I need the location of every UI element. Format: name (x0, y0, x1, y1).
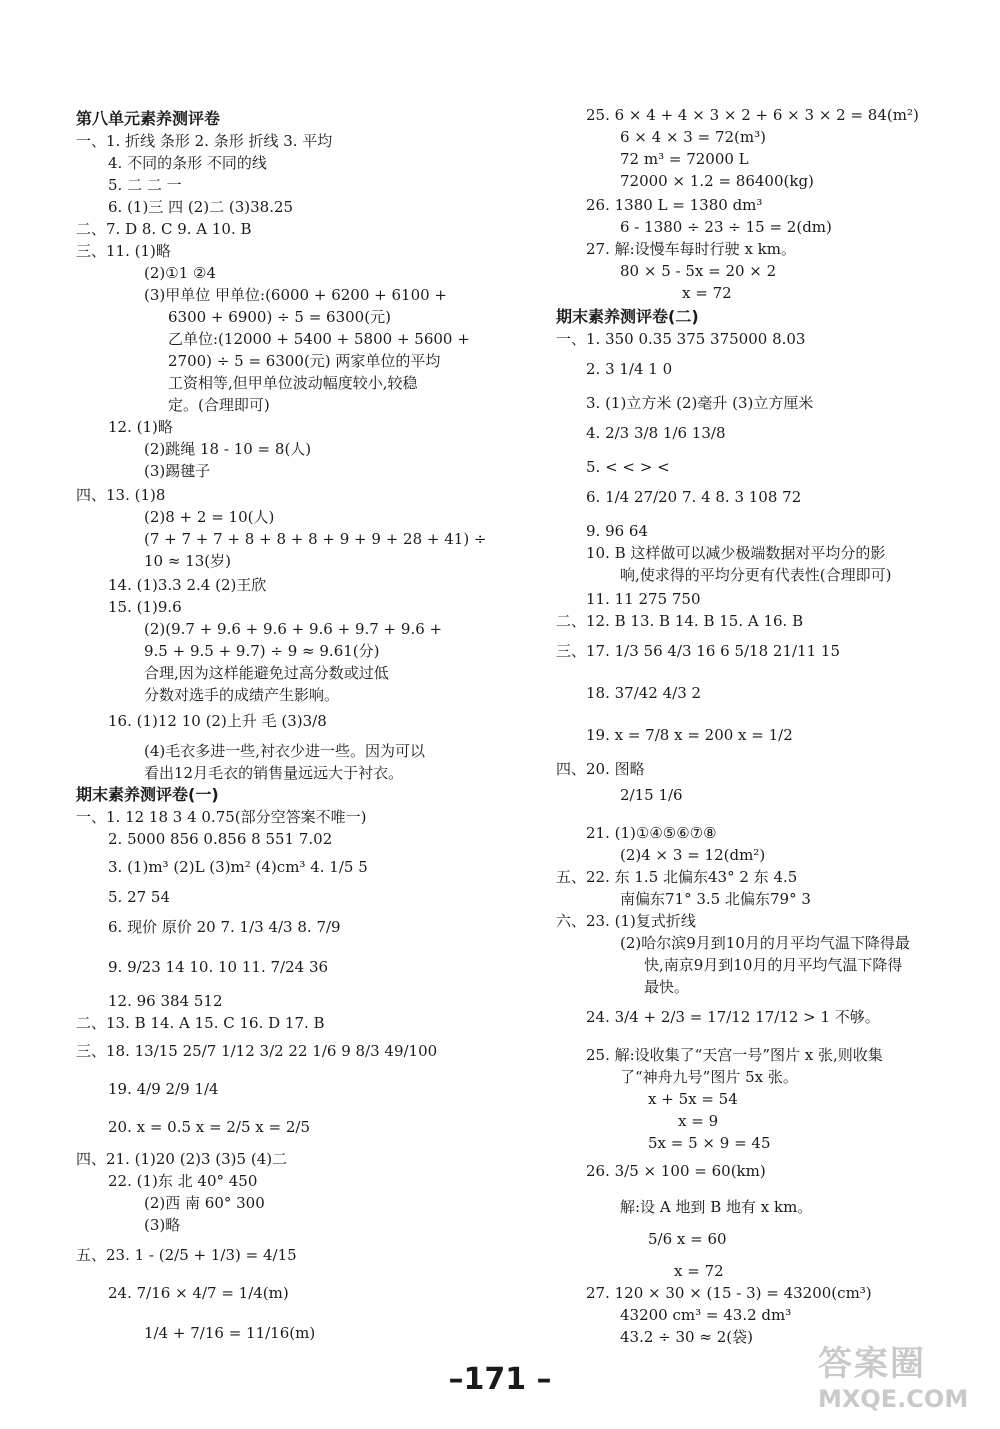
answer-line: 三、18. 13/15 25/7 1/12 3/2 22 1/6 9 8/3 49/100 (76, 1042, 438, 1060)
answer-line: 16. (1)12 10 (2)上升 毛 (3)3/8 (108, 712, 327, 730)
answer-line: 四、13. (1)8 (76, 486, 166, 504)
answer-line: 25. 6 × 4 + 4 × 3 × 2 + 6 × 3 × 2 = 84(m²) (586, 106, 919, 124)
answer-line: 4. 不同的条形 不同的线 (108, 154, 267, 172)
page-number: –171 – (448, 1362, 552, 1397)
answer-line: 一、1. 折线 条形 2. 条形 折线 3. 平均 (76, 132, 333, 150)
answer-line: 22. (1)东 北 40° 450 (108, 1172, 258, 1190)
answer-line: (3)踢毽子 (144, 462, 211, 480)
answer-line: 五、23. 1 - (2/5 + 1/3) = 4/15 (76, 1246, 297, 1264)
answer-line: 10. B 这样做可以减少极端数据对平均分的影 (586, 544, 886, 562)
answer-line: 四、21. (1)20 (2)3 (3)5 (4)二 (76, 1150, 288, 1168)
answer-line: 24. 7/16 × 4/7 = 1/4(m) (108, 1284, 289, 1302)
answer-line: 43200 cm³ = 43.2 dm³ (620, 1306, 792, 1324)
answer-line: 9. 96 64 (586, 522, 649, 540)
watermark-logo (818, 1336, 988, 1418)
answer-line: 2. 3 1/4 1 0 (586, 360, 673, 378)
answer-line: 80 × 5 - 5x = 20 × 2 (620, 262, 777, 280)
answer-line: 2. 5000 856 0.856 8 551 7.02 (108, 830, 333, 848)
answer-line: 6300 + 6900) ÷ 5 = 6300(元) (168, 308, 391, 326)
answer-line: 26. 1380 L = 1380 dm³ (586, 196, 763, 214)
answer-line: 25. 解:设收集了“天宫一号”图片 x 张,则收集 (586, 1046, 883, 1064)
answer-line: 3. (1)立方米 (2)毫升 (3)立方厘米 (586, 394, 814, 412)
answer-line: 5. 二 二 一 (108, 176, 182, 194)
section-heading: 第八单元素养测评卷 (76, 109, 221, 128)
answer-line: 六、23. (1)复式折线 (556, 912, 696, 930)
answer-line: 二、13. B 14. A 15. C 16. D 17. B (76, 1014, 325, 1032)
answer-line: 2700) ÷ 5 = 6300(元) 两家单位的平均 (168, 352, 441, 370)
watermark-top: 答案圈 (818, 1344, 926, 1384)
answer-line: 二、7. D 8. C 9. A 10. B (76, 220, 252, 238)
answer-line: 6. (1)三 四 (2)二 (3)38.25 (108, 198, 294, 216)
answer-line: 24. 3/4 + 2/3 = 17/12 17/12 > 1 不够。 (586, 1008, 880, 1026)
answer-line: (7 + 7 + 7 + 8 + 8 + 8 + 9 + 9 + 28 + 41) ÷ (144, 530, 487, 548)
answer-line: 2/15 1/6 (620, 786, 683, 804)
answer-line: (3)略 (144, 1216, 181, 1234)
answer-line: x = 9 (678, 1112, 719, 1130)
answer-line: 乙单位:(12000 + 5400 + 5800 + 5600 + (168, 330, 470, 348)
answer-line: 分数对选手的成绩产生影响。 (144, 686, 340, 704)
answer-line: 6. 现价 原价 20 7. 1/3 4/3 8. 7/9 (108, 918, 341, 936)
answer-line: 9. 9/23 14 10. 10 11. 7/24 36 (108, 958, 329, 976)
answer-line: 15. (1)9.6 (108, 598, 182, 616)
answer-line: 26. 3/5 × 100 = 60(km) (586, 1162, 766, 1180)
answer-line: 了“神舟九号”图片 5x 张。 (620, 1068, 798, 1086)
answer-line: 5/6 x = 60 (648, 1230, 727, 1248)
answer-line: 最快。 (644, 978, 690, 996)
answer-line: 10 ≈ 13(岁) (144, 552, 231, 570)
answer-line: 21. (1)①④⑤⑥⑦⑧ (586, 824, 717, 842)
answer-line: 19. 4/9 2/9 1/4 (108, 1080, 219, 1098)
answer-line: 五、22. 东 1.5 北偏东43° 2 东 4.5 (556, 868, 798, 886)
answer-line: 19. x = 7/8 x = 200 x = 1/2 (586, 726, 793, 744)
answer-line: 12. (1)略 (108, 418, 173, 436)
answer-line: 三、17. 1/3 56 4/3 16 6 5/18 21/11 15 (556, 642, 840, 660)
answer-line: 27. 120 × 30 × (15 - 3) = 43200(cm³) (586, 1284, 872, 1302)
answer-line: (2)跳绳 18 - 10 = 8(人) (144, 440, 312, 458)
answer-line: 4. 2/3 3/8 1/6 13/8 (586, 424, 726, 442)
answer-line: x = 72 (674, 1262, 724, 1280)
answer-line: (2)①1 ②4 (144, 264, 216, 282)
answer-line: 快,南京9月到10月的月平均气温下降得 (644, 956, 903, 974)
answer-line: 11. 11 275 750 (586, 590, 701, 608)
answer-line: 5. 27 54 (108, 888, 171, 906)
page-number-value: 171 (463, 1362, 527, 1397)
answer-line: (2)8 + 2 = 10(人) (144, 508, 275, 526)
section-heading: 期末素养测评卷(一) (76, 785, 219, 804)
answer-line: 5. < < > < (586, 458, 670, 476)
answer-line: (2)4 × 3 = 12(dm²) (620, 846, 766, 864)
answer-line: 一、1. 12 18 3 4 0.75(部分空答案不唯一) (76, 808, 367, 826)
answer-line: 27. 解:设慢车每时行驶 x km。 (586, 240, 796, 258)
section-heading: 期末素养测评卷(二) (556, 307, 699, 326)
answer-line: 一、1. 350 0.35 375 375000 8.03 (556, 330, 806, 348)
answer-line: x + 5x = 54 (648, 1090, 738, 1108)
answer-line: 解:设 A 地到 B 地有 x km。 (620, 1198, 813, 1216)
answer-line: 14. (1)3.3 2.4 (2)王欣 (108, 576, 267, 594)
answer-line: 43.2 ÷ 30 ≈ 2(袋) (620, 1328, 753, 1346)
answer-line: 响,使求得的平均分更有代表性(合理即可) (620, 566, 892, 584)
answer-line: 72 m³ = 72000 L (620, 150, 749, 168)
answer-line: 3. (1)m³ (2)L (3)m² (4)cm³ 4. 1/5 5 (108, 858, 368, 876)
answer-line: 6 - 1380 ÷ 23 ÷ 15 = 2(dm) (620, 218, 832, 236)
answer-line: 12. 96 384 512 (108, 992, 223, 1010)
answer-line: 南偏东71° 3.5 北偏东79° 3 (620, 890, 811, 908)
answer-line: 6. 1/4 27/20 7. 4 8. 3 108 72 (586, 488, 802, 506)
answer-line: 6 × 4 × 3 = 72(m³) (620, 128, 766, 146)
answer-line: (4)毛衣多进一些,衬衣少进一些。因为可以 (144, 742, 426, 760)
answer-line: x = 72 (682, 284, 732, 302)
answer-line: 看出12月毛衣的销售量远远大于衬衣。 (144, 764, 404, 782)
answer-line: 9.5 + 9.5 + 9.7) ÷ 9 ≈ 9.61(分) (144, 642, 380, 660)
answer-line: 合理,因为这样能避免过高分数或过低 (144, 664, 389, 682)
answer-line: (2)哈尔滨9月到10月的月平均气温下降得最 (620, 934, 910, 952)
answer-line: (2)西 南 60° 300 (144, 1194, 265, 1212)
watermark-bottom: MXQE.COM (818, 1385, 969, 1413)
answer-line: 四、20. 图略 (556, 760, 645, 778)
answer-line: 二、12. B 13. B 14. B 15. A 16. B (556, 612, 804, 630)
answer-line: 三、11. (1)略 (76, 242, 171, 260)
answer-line: (2)(9.7 + 9.6 + 9.6 + 9.6 + 9.7 + 9.6 + (144, 620, 443, 638)
answer-line: 72000 × 1.2 = 86400(kg) (620, 172, 814, 190)
answer-line: 18. 37/42 4/3 2 (586, 684, 702, 702)
answer-line: 定。(合理即可) (168, 396, 270, 414)
answer-line: 5x = 5 × 9 = 45 (648, 1134, 771, 1152)
answer-line: 1/4 + 7/16 = 11/16(m) (144, 1324, 316, 1342)
answer-line: 工资相等,但甲单位波动幅度较小,较稳 (168, 374, 418, 392)
answer-line: (3)甲单位 甲单位:(6000 + 6200 + 6100 + (144, 286, 447, 304)
answer-line: 20. x = 0.5 x = 2/5 x = 2/5 (108, 1118, 310, 1136)
